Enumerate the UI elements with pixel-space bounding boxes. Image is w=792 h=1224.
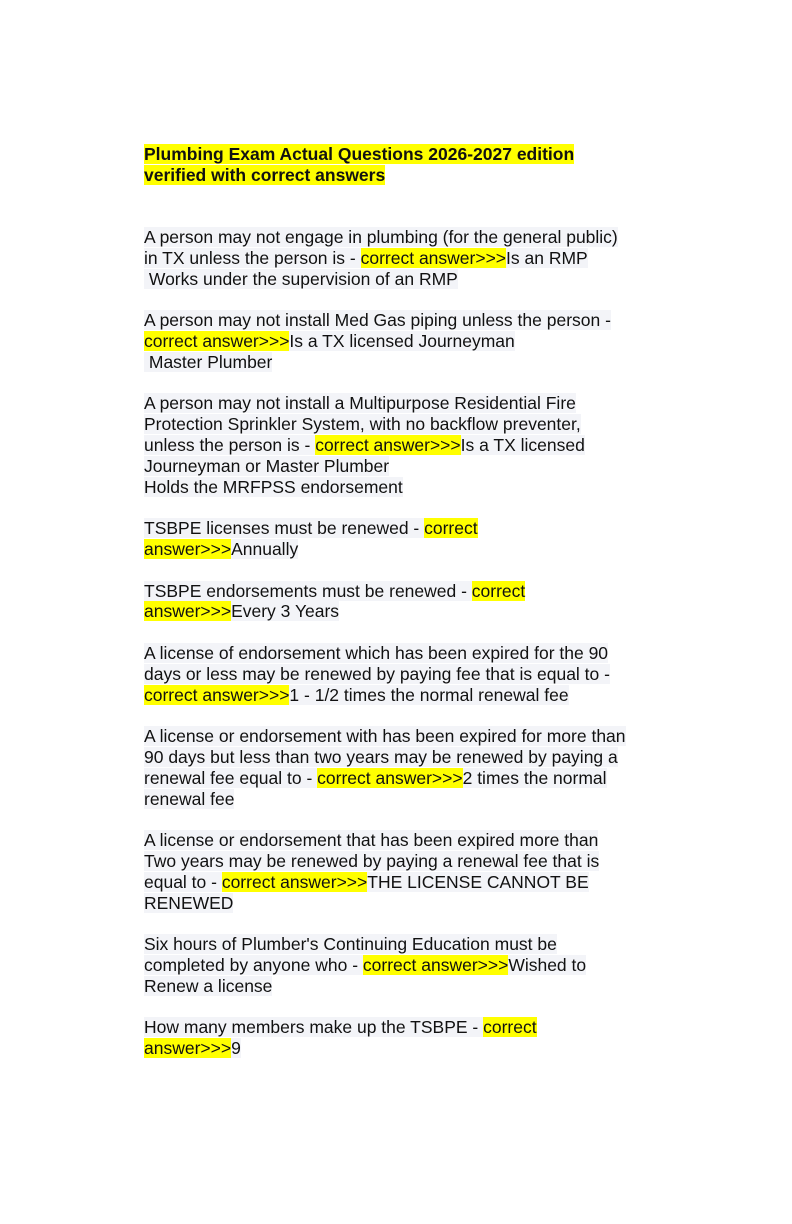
qa-text: completed by anyone who - — [144, 954, 363, 975]
qa-text: in TX unless the person is - — [144, 247, 361, 268]
correct-answer-marker: correct — [471, 580, 526, 601]
qa-item — [144, 643, 649, 705]
correct-answer-marker: answer>>> — [144, 538, 232, 559]
qa-line — [144, 976, 649, 997]
qa-line — [144, 581, 649, 602]
qa-text: Is a TX licensed — [460, 434, 585, 455]
qa-line — [144, 1038, 649, 1059]
qa-text: 1 - 1/2 times the normal renewal fee — [289, 684, 569, 705]
title-line-2: verified with correct answers — [144, 164, 386, 185]
qa-text: Six hours of Plumber's Continuing Education must be — [144, 934, 557, 955]
qa-line — [144, 872, 649, 893]
qa-line — [144, 726, 649, 747]
qa-line — [144, 789, 649, 810]
qa-text: equal to - — [144, 871, 222, 892]
qa-item — [144, 1017, 649, 1059]
qa-text: unless the person is - — [144, 434, 316, 455]
qa-text: RENEWED — [144, 892, 234, 913]
qa-text: days or less may be renewed by paying fee that is equal to - — [144, 663, 610, 684]
qa-text: 2 times the normal — [462, 767, 607, 788]
qa-item — [144, 934, 649, 996]
qa-text: A person may not install a Multipurpose Residential Fire — [144, 393, 576, 414]
qa-text: A person may not install Med Gas piping unless the person - — [144, 310, 611, 331]
title-line-1: Plumbing Exam Actual Questions 2026-2027 edition — [144, 144, 575, 164]
correct-answer-marker: correct answer>>> — [144, 330, 290, 351]
qa-line — [144, 393, 649, 414]
qa-line — [144, 331, 649, 352]
qa-item — [144, 518, 649, 560]
qa-item — [144, 581, 649, 623]
qa-line — [144, 456, 649, 477]
qa-text: renewal fee equal to - — [144, 767, 318, 788]
qa-line — [144, 352, 649, 373]
qa-line — [144, 269, 649, 290]
qa-line — [144, 851, 649, 872]
qa-line — [144, 310, 649, 331]
qa-text: How many members make up the TSBPE - — [144, 1017, 484, 1038]
correct-answer-marker: correct answer>>> — [315, 434, 461, 455]
qa-item — [144, 310, 649, 372]
qa-text: Holds the MRFPSS endorsement — [144, 476, 403, 497]
qa-line — [144, 435, 649, 456]
qa-line — [144, 539, 649, 560]
qa-text: THE LICENSE CANNOT BE — [367, 871, 589, 892]
qa-line — [144, 477, 649, 498]
qa-line — [144, 248, 649, 269]
qa-text: 90 days but less than two years may be renewed by paying a — [144, 746, 618, 767]
qa-line — [144, 685, 649, 706]
qa-text: Works under the supervision of an RMP — [144, 268, 458, 289]
qa-line — [144, 601, 649, 622]
qa-line — [144, 747, 649, 768]
qa-text: Master Plumber — [144, 351, 273, 372]
qa-text: A license of endorsement which has been expired for the 90 — [144, 642, 609, 663]
qa-text: renewal fee — [144, 788, 235, 809]
correct-answer-marker: correct answer>>> — [360, 247, 507, 268]
qa-line — [144, 414, 649, 435]
qa-item — [144, 726, 649, 809]
qa-line — [144, 768, 649, 789]
correct-answer-marker: correct — [424, 518, 478, 539]
correct-answer-marker: correct — [483, 1017, 537, 1038]
qa-text: TSBPE endorsements must be renewed - — [144, 580, 472, 601]
qa-line — [144, 643, 649, 664]
correct-answer-marker: answer>>> — [144, 1038, 232, 1059]
qa-text: Two years may be renewed by paying a renewal fee that is — [144, 850, 600, 871]
qa-line — [144, 227, 649, 248]
qa-line — [144, 830, 649, 851]
qa-line — [144, 934, 649, 955]
qa-list — [144, 227, 649, 1080]
qa-text: Is an RMP — [506, 247, 588, 268]
qa-text: A person may not engage in plumbing (for the general public) — [144, 227, 618, 247]
qa-text: A license or endorsement with has been expired for more than — [144, 726, 626, 747]
qa-item — [144, 830, 649, 913]
qa-text: Protection Sprinkler System, with no backflow preventer, — [144, 414, 581, 435]
qa-text: Wished to — [508, 954, 587, 975]
qa-line — [144, 664, 649, 685]
correct-answer-marker: correct answer>>> — [317, 767, 463, 788]
qa-text: Is a TX licensed Journeyman — [289, 330, 515, 351]
qa-text: Every 3 Years — [231, 601, 340, 622]
correct-answer-marker: correct answer>>> — [362, 954, 509, 975]
qa-text: Journeyman or Master Plumber — [144, 455, 390, 476]
qa-line — [144, 518, 649, 539]
document-title — [144, 144, 614, 185]
correct-answer-marker: correct answer>>> — [221, 871, 368, 892]
correct-answer-marker: answer>>> — [144, 601, 232, 622]
qa-line — [144, 893, 649, 914]
correct-answer-marker: correct answer>>> — [144, 684, 290, 705]
qa-text: Annually — [231, 538, 299, 559]
qa-item — [144, 227, 649, 289]
qa-line — [144, 955, 649, 976]
qa-text: 9 — [231, 1038, 241, 1059]
qa-text: TSBPE licenses must be renewed - — [144, 518, 425, 539]
qa-line — [144, 1017, 649, 1038]
qa-item — [144, 393, 649, 497]
qa-text: Renew a license — [144, 975, 273, 996]
qa-text: A license or endorsement that has been expired more than — [144, 830, 599, 851]
